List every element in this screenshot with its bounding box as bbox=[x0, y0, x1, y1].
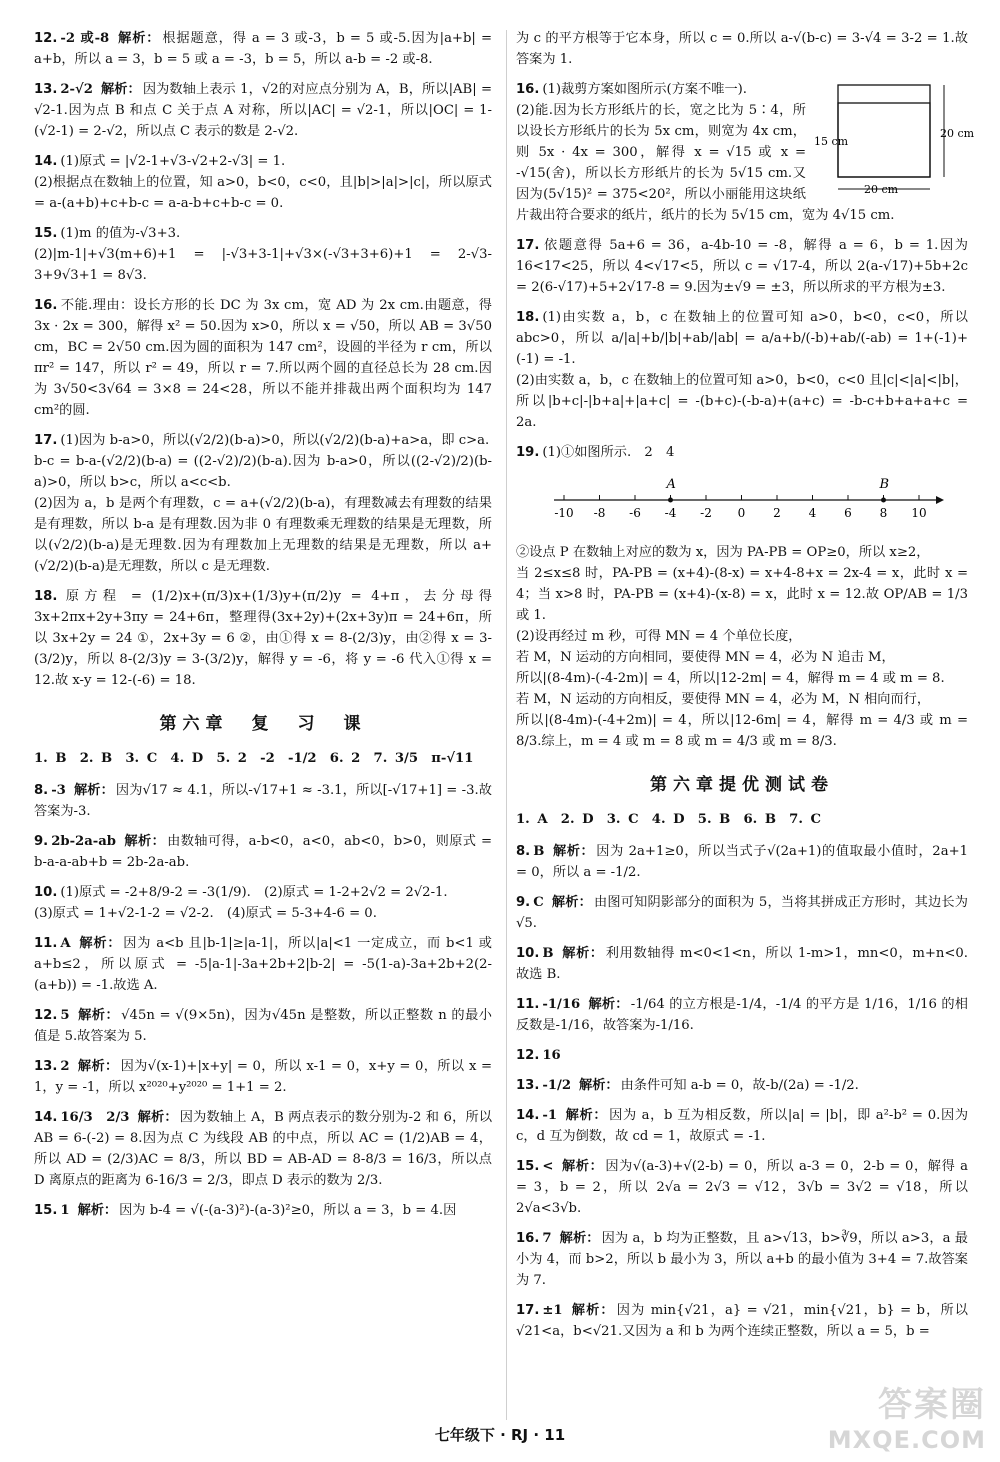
item-number: 15. bbox=[34, 226, 58, 241]
item-text: 不能.理由：设长方形的长 DC 为 3x cm，宽 AD 为 2x cm.由题意，得 3x · 2x = 300，解得 x² = 50.因为 x>0，所以 x = √50，所以 AB = 3√50 cm，BC = 2√50 cm.因为圆的面积为 147 cm²，设圆的半径为 r cm，所以 πr² = 147，所以 r² = 49，所以 r = 7.所以两个圆的直径总长为 28 cm.因为 3√50<3√64 = 3×8 = 24<28，所以不能并排裁出两个面积均为 147 cm²的圆. bbox=[34, 298, 492, 418]
item-analysis-label: 解析： bbox=[137, 1110, 178, 1125]
item-number: 8. bbox=[516, 844, 531, 859]
answer-item bbox=[516, 28, 968, 70]
item-answer: 2 bbox=[60, 1059, 70, 1074]
test-answer-item bbox=[516, 1075, 968, 1096]
width-label: 20 cm bbox=[864, 183, 899, 196]
number-line-tick-label: 10 bbox=[911, 506, 927, 520]
item-text: ②设点 P 在数轴上对应的数为 x，因为 PA-PB = OP≥0，所以 x≥2， 当 2≤x≤8 时，PA-PB = (x+4)-(8-x) = x+4-8+x = 2x-4 = x，此时 x = 4；当 x>8 时，PA-PB = (x+4)-(x-8) = x，此时 x = 12.故 OP/AB = 1/3 或 1. (2)设再经过 m 秒，可得 MN = 4 个单位长度， 若 M，N 运动的方向相同，要使得 MN = 4，必为 N 追击 M， 所以|(8-4m)-(-4-2m)| = 4，所以|12-2m| = 4，解得 m = 4 或 m = 8. 若 M，N 运动的方向相反，要使得 MN = 4，必为 M，N 相向而行， 所以|(8-4m)-(-4+2m)| = 4，所以|12-6m| = 4，解得 m = 4/3 或 m = 8/3.综上，m = 4 或 m = 8 或 m = 4/3 或 m = 8/3. bbox=[516, 545, 968, 749]
item-number: 16. bbox=[516, 82, 540, 97]
answer-item bbox=[516, 307, 968, 433]
item-text: 因为 a，b 互为相反数，所以|a| = |b|，即 a²-b² = 0.因为 c，d 互为倒数，故 cd = 1，故原式 = -1. bbox=[516, 1108, 969, 1144]
cut-plan-figure bbox=[814, 79, 975, 197]
number-line-tick-label: 6 bbox=[844, 506, 852, 520]
item-text: 因为√17 ≈ 4.1，所以-√17+1 ≈ -3.1，所以[-√17+1] = -3.故答案为-3. bbox=[34, 783, 492, 819]
item-number: 13. bbox=[34, 82, 58, 97]
item-analysis-label: 解析： bbox=[124, 834, 166, 849]
item-answer: B bbox=[533, 844, 545, 859]
page-footer: 七年级下 · RJ · 11 bbox=[434, 1426, 566, 1444]
item-number: 16. bbox=[516, 1231, 540, 1246]
item-text: 因为 b-4 = √(-(a-3)²)-(a-3)²≥0，所以 a = 3，b = 4.因 bbox=[119, 1203, 457, 1218]
item-number: 17. bbox=[516, 238, 540, 253]
item-number: 14. bbox=[516, 1108, 540, 1123]
point-a-dot bbox=[668, 498, 673, 503]
review-items bbox=[34, 780, 492, 1221]
review-answer-item bbox=[34, 1200, 492, 1221]
test-answer-item bbox=[516, 1228, 968, 1291]
number-line-tick-label: -8 bbox=[593, 506, 606, 520]
item-answer: < bbox=[542, 1159, 554, 1174]
item-analysis-label: 解析： bbox=[77, 1059, 119, 1074]
test-answer-item bbox=[516, 1105, 968, 1147]
review-answer-item bbox=[34, 933, 492, 996]
point-b-dot bbox=[881, 498, 886, 503]
number-line-tick-label: -6 bbox=[629, 506, 641, 520]
item-number: 8. bbox=[34, 783, 49, 798]
item-text: 因为 a，b 均为正整数，且 a>√13，b>∛9，所以 a>3，a 最小为 4，而 b>2，所以 b 最小为 3，所以 a+b 的最小值为 3+4 = 7.故答案为 7. bbox=[516, 1231, 968, 1288]
item-text: -1/64 的立方根是-1/4，-1/4 的平方是 1/16，1/16 的相反数是-1/16，故答案为-1/16. bbox=[516, 997, 968, 1033]
item-answer: -1/16 bbox=[542, 997, 581, 1012]
right-items-top bbox=[516, 28, 968, 70]
item-analysis-label: 解析： bbox=[588, 997, 629, 1012]
item-number: 17. bbox=[516, 1303, 540, 1318]
number-line-tick-label: 2 bbox=[773, 506, 781, 520]
item-number: 13. bbox=[34, 1059, 58, 1074]
answer-item bbox=[34, 430, 492, 577]
test-answer-item bbox=[516, 1156, 968, 1219]
item-number: 19. bbox=[516, 445, 540, 460]
item-analysis-label: 解析： bbox=[117, 31, 161, 46]
review-section-title: 第六章 复 习 课 bbox=[159, 714, 367, 734]
answer-item bbox=[34, 28, 492, 70]
item-answer: B bbox=[542, 946, 554, 961]
left-column bbox=[34, 28, 492, 1230]
number-line-tick-label: -2 bbox=[700, 506, 712, 520]
item-analysis-label: 解析： bbox=[570, 1303, 615, 1318]
item-number: 15. bbox=[516, 1159, 540, 1174]
item-text: (1)因为 b-a>0，所以(√2/2)(b-a)>0，所以(√2/2)(b-a)+a>a，即 c>a. b-c = b-a-(√2/2)(b-a) = ((2-√2)/2)(b-a).因为 b-a>0，所以((2-√2)/2)(b-a)>0，所以 b>c，所以 a<c<b. (2)因为 a，b 是两个有理数，c = a+(√2/2)(b-a)，有理数减去有理数的结果是有理数，所以 b-a 是有理数.因为非 0 有理数乘无理数的结果是无理数，所以(√2/2)(b-a)是无理数.因为有理数加上无理数的结果是无理数，所以 a+(√2/2)(b-a)是无理数，所以 c 是无理数. bbox=[34, 433, 492, 574]
item-text: 根据题意，得 a = 3 或-3，b = 5 或-5.因为|a+b| = a+b，所以 a = 3，b = 5 或 a = -3，b = 5，所以 a-b = -2 或-8. bbox=[34, 31, 492, 67]
item-text: 由图可知阴影部分的面积为 5，当将其拼成正方形时，其边长为√5. bbox=[516, 895, 968, 931]
item-number: 10. bbox=[516, 946, 540, 961]
item-answer: -3 bbox=[51, 783, 66, 798]
item-text: 因为√(a-3)+√(2-b) = 0，所以 a-3 = 0，2-b = 0，解得 a = 3，b = 2，所以 2√a = 2√3 = √12，3√b = 3√2 = √18，所以 2√a<3√b. bbox=[516, 1159, 968, 1216]
item-answer: 2-√2 bbox=[60, 82, 93, 97]
item-number: 14. bbox=[34, 1110, 58, 1125]
item-answer: -1/2 bbox=[542, 1078, 572, 1093]
column-divider bbox=[506, 30, 507, 1420]
item-analysis-label: 解析： bbox=[552, 844, 595, 859]
item-text: (1)裁剪方案如图所示(方案不唯一). (2)能.因为长方形纸片的长，宽之比为 5∶4，所以设长方形纸片的长为 5x cm，则宽为 4x cm，则 5x · 4x = 300，解得 x = √15 或 x = -√15(舍)，所以长方形纸片的长为 5√15 cm.又因为(5√15)² = 375<20²，所以小丽能用这块纸片裁出符合要求的纸片，纸片的长为 5√15 cm，宽为 4√15 cm. bbox=[516, 82, 895, 223]
item-answer: -2 或-8 bbox=[60, 31, 110, 46]
item-number: 14. bbox=[34, 154, 58, 169]
right-items-after bbox=[516, 542, 968, 752]
item-number: 17. bbox=[34, 433, 58, 448]
left-items bbox=[34, 28, 492, 691]
item-answer: -1 bbox=[542, 1108, 558, 1123]
item-number: 11. bbox=[34, 936, 58, 951]
watermark bbox=[828, 1377, 986, 1454]
item-number: 16. bbox=[34, 298, 58, 313]
number-line-arrow bbox=[936, 496, 944, 504]
item-text: 因为√(x-1)+|x+y| = 0，所以 x-1 = 0，x+y = 0，所以 x = 1，y = -1，所以 x²⁰²⁰+y²⁰²⁰ = 1+1 = 2. bbox=[34, 1059, 493, 1095]
item-number: 18. bbox=[516, 310, 540, 325]
review-answer-item bbox=[34, 831, 492, 873]
item-text: 为 c 的平方根等于它本身，所以 c = 0.所以 a-√(b-c) = 3-√4 = 3-2 = 1.故答案为 1. bbox=[516, 31, 968, 67]
item-analysis-label: 解析： bbox=[559, 1231, 600, 1246]
square-sheet bbox=[838, 85, 930, 177]
review-answer-item bbox=[34, 1005, 492, 1047]
answer-item bbox=[34, 586, 492, 691]
review-answer-item bbox=[34, 882, 492, 924]
height-label: 20 cm bbox=[940, 127, 975, 140]
test-items bbox=[516, 841, 968, 1342]
item-text: (1)原式 = |√2-1+√3-√2+2-√3| = 1. (2)根据点在数轴上的位置，知 a>0，b<0，c<0，且|b|>|a|>|c|，所以原式 = a-(a+b)+c+b-c = a-a-b+c+b-c = 0. bbox=[34, 154, 492, 211]
number-line-figure bbox=[516, 472, 968, 534]
cut-rectangle bbox=[838, 103, 930, 177]
test-section-title: 第六章提优测试卷 bbox=[650, 775, 834, 795]
item-analysis-label: 解析： bbox=[77, 1008, 120, 1023]
answer-item bbox=[34, 151, 492, 214]
item-answer: 2b-2a-ab bbox=[51, 834, 117, 849]
item-analysis-label: 解析： bbox=[579, 1078, 619, 1093]
item-text: 因为 2a+1≥0，所以当式子√(2a+1)的值取最小值时，2a+1 = 0，所以 a = -1/2. bbox=[516, 844, 969, 880]
item-number: 9. bbox=[516, 895, 531, 910]
item-text: √45n = √(9×5n)，因为√45n 是整数，所以正整数 n 的最小值是 5.故答案为 5. bbox=[34, 1008, 492, 1044]
item-answer: 5 bbox=[60, 1008, 70, 1023]
item-analysis-label: 解析： bbox=[561, 946, 604, 961]
answer-item bbox=[516, 235, 968, 298]
item-number: 12. bbox=[516, 1048, 540, 1063]
point-a-label: A bbox=[666, 477, 676, 492]
answer-item bbox=[34, 295, 492, 421]
item-text: 因为 min{√21，a} = √21，min{√21，b} = b，所以√21<a，b<√21.又因为 a 和 b 为两个连续正整数，所以 a = 5，b = bbox=[516, 1303, 968, 1339]
review-answer-item bbox=[34, 780, 492, 822]
item-analysis-label: 解析： bbox=[551, 895, 593, 910]
item-number: 9. bbox=[34, 834, 49, 849]
item-number: 12. bbox=[34, 31, 58, 46]
item-text: (1)原式 = -2+8/9-2 = -3(1/9). (2)原式 = 1-2+2√2 = 2√2-1. (3)原式 = 1+√2-1-2 = √2-2. (4)原式 = 5-3+4-6 = 0. bbox=[34, 885, 448, 921]
review-mc-answers: 1. B 2. B 3. C 4. D 5. 2 -2 -1/2 6. 2 7. 3/5 π-√11 bbox=[34, 751, 474, 766]
item-number: 18. bbox=[34, 589, 58, 604]
item-answer: ±1 bbox=[542, 1303, 563, 1318]
item-answer: 16/3 2/3 bbox=[60, 1110, 130, 1125]
answer-item bbox=[34, 79, 492, 142]
item-number: 12. bbox=[34, 1008, 58, 1023]
item-analysis-label: 解析： bbox=[73, 783, 114, 798]
item-answer: C bbox=[533, 895, 544, 910]
number-line-tick-label: 4 bbox=[808, 506, 817, 520]
review-answer-item bbox=[34, 1107, 492, 1191]
item-text: (1)①如图所示. 2 4 bbox=[542, 445, 675, 460]
point-b-label: B bbox=[879, 477, 890, 492]
item-text: 因为 a<b 且|b-1|≥|a-1|，所以|a|<1 一定成立，而 b<1 或 a+b≤2，所以原式 = -5|a-1|-3a+2b+2|b-2| = -5(1-a)-3a+2b+2(2-(a+b)) = -1.故选 A. bbox=[34, 936, 492, 993]
item-text: 因为数轴上表示 1，√2的对应点分别为 A，B，所以|AB| = √2-1.因为点 B 和点 C 关于点 A 对称，所以|AC| = √2-1，所以|OC| = 1-(√2-1) = 2-√2，所以点 C 表示的数是 2-√2. bbox=[34, 82, 493, 139]
number-line-tick-label: -4 bbox=[664, 506, 677, 520]
item-text: 依题意得 5a+6 = 36，a-4b-10 = -8，解得 a = 6，b = 1.因为 16<17<25，所以 4<√17<5，所以 c = √17-4，所以 2(a-√17)+5b+2c = 2(6-√17)+5+2√17-8 = 9.因为±√9 = ±3，所以所求的平方根为±3. bbox=[516, 238, 968, 295]
item-number: 11. bbox=[516, 997, 540, 1012]
answer-item bbox=[516, 442, 968, 463]
watermark-cn: 答案圈 bbox=[878, 1385, 986, 1425]
test-answer-item bbox=[516, 943, 968, 985]
item-analysis-label: 解析： bbox=[565, 1108, 608, 1123]
number-line-tick-label: 0 bbox=[737, 506, 746, 520]
test-answer-item bbox=[516, 994, 968, 1036]
item-analysis-label: 解析： bbox=[100, 82, 141, 97]
item-text: 因为数轴上 A，B 两点表示的数分别为-2 和 6，所以 AB = 6-(-2) = 8.因为点 C 为线段 AB 的中点，所以 AC = (1/2)AB = 4，所以 AD = (2/3)AC = 8/3，所以 BD = AB-AD = 8-8/3 = 16/3，所以点 D 离原点的距离为 6-16/3 = 2/3，即点 D 表示的数为 2/3. bbox=[34, 1110, 493, 1188]
test-answer-item bbox=[516, 892, 968, 934]
item-number: 15. bbox=[34, 1203, 58, 1218]
test-answer-item bbox=[516, 1045, 968, 1066]
item-text: (1)由实数 a，b，c 在数轴上的位置可知 a>0，b<0，c<0，所以 abc>0，所以 a/|a|+b/|b|+ab/|ab| = a/a+b/(-b)+ab/(-ab) = 1+(-1)+(-1) = -1. (2)由实数 a，b，c 在数轴上的位置可知 a>0，b<0，c<0 且|c|<|a|<|b|，所以|b+c|-|b+a|+|a+c| = -(b+c)-(-b-a)+(a+c) = -b-c+b+a+a+c = 2a. bbox=[516, 310, 968, 430]
test-mc-answers: 1. A 2. D 3. C 4. D 5. B 6. B 7. C bbox=[516, 812, 822, 827]
item-text: 由数轴可得，a-b<0，a<0，ab<0，b>0，则原式 = b-a-a-ab+b = 2b-2a-ab. bbox=[34, 834, 492, 870]
item-text: (1)m 的值为-√3+3. (2)|m-1|+√3(m+6)+1 = |-√3+3-1|+√3×(-√3+3+6)+1 = 2-√3-3+9√3+1 = 8√3. bbox=[34, 226, 492, 283]
right-items-mid bbox=[516, 235, 968, 463]
number-line-tick-label: 8 bbox=[879, 506, 888, 520]
item-analysis-label: 解析： bbox=[78, 936, 122, 951]
item-text: 原方程 = (1/2)x+(π/3)x+(1/3)y+(π/2)y = 4+π，去分母得 3x+2πx+2y+3πy = 24+6π，整理得(3x+2y)+(2x+3y)π = 24+6π，所以 3x+2y = 24 ①，2x+3y = 6 ②，由①得 x = 8-(2/3)y，由②得 x = 3-(3/2)y，所以 8-(2/3)y = 3-(3/2)y，解得 y = -6，将 y = -6 代入①得 x = 12.故 x-y = 12-(-6) = 18. bbox=[34, 589, 492, 688]
answer-item bbox=[34, 223, 492, 286]
item-answer: 16 bbox=[542, 1048, 561, 1063]
test-answer-item bbox=[516, 841, 968, 883]
item-answer: 7 bbox=[542, 1231, 552, 1246]
test-answer-item bbox=[516, 1300, 968, 1342]
item-answer: A bbox=[60, 936, 71, 951]
right-column bbox=[516, 28, 975, 1351]
number-line-svg bbox=[516, 472, 968, 530]
item-analysis-label: 解析： bbox=[77, 1203, 118, 1218]
answer-item-continued bbox=[516, 542, 968, 752]
cut-label: 15 cm bbox=[814, 135, 849, 148]
item-number: 13. bbox=[516, 1078, 540, 1093]
number-line-tick-label: -10 bbox=[554, 506, 574, 520]
item-text: 利用数轴得 m<0<1<n，所以 1-m>1，mn<0，m+n<0.故选 B. bbox=[516, 946, 968, 982]
cut-plan-svg bbox=[814, 79, 975, 197]
item-number: 10. bbox=[34, 885, 58, 900]
item-answer: 1 bbox=[60, 1203, 70, 1218]
review-answer-item bbox=[34, 1056, 492, 1098]
watermark-en: MXQE.COM bbox=[827, 1426, 986, 1454]
item-text: 由条件可知 a-b = 0，故-b/(2a) = -1/2. bbox=[620, 1078, 859, 1093]
answer-item-16-figure bbox=[516, 79, 975, 226]
item-analysis-label: 解析： bbox=[561, 1159, 604, 1174]
number-line-ticks bbox=[554, 495, 926, 520]
